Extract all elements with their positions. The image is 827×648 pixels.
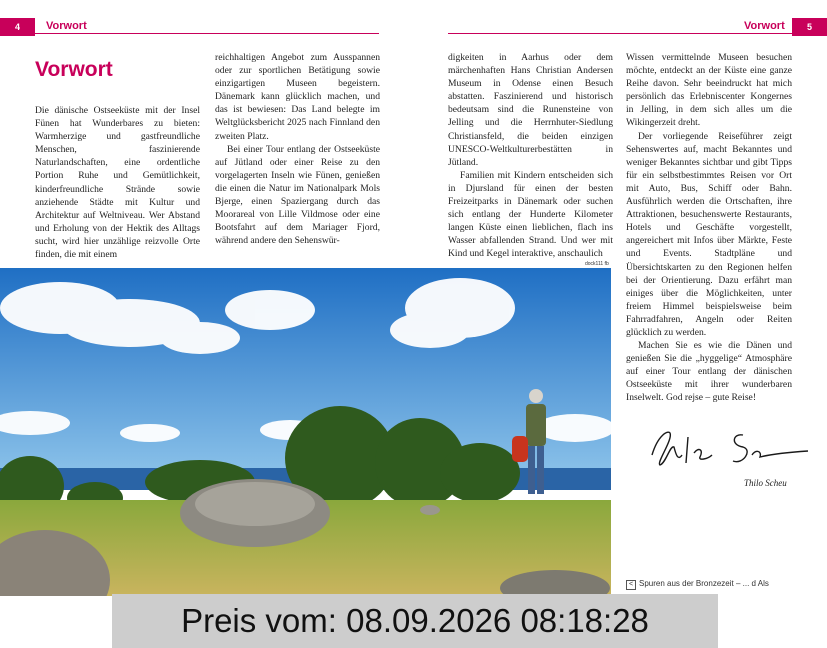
- paragraph: Der vorliegende Reiseführer zeigt Sehenswertes auf, macht Bekanntes und weniger Bekanntes sichtbar und gibt Tipps für ein selbstbestimmtes Reisen vor Ort mit Auto, Bus, Schiff oder Bahn. Ausführlich werden die Ortschaften, ihre Attraktionen, besuchenswerte Restaurants, Hotels und Geschäfte vorgestellt, angereichert mit Infos über Märkte, Feste und Events. Stadtpläne und Übersichtskarten zu den Regionen helfen bei der Orientierung. Dazu erfährt man einiges über die Möglichkeiten, unter freiem Himmel beispielsweise beim Fahrradfahren, Angeln oder Reiten glücklich zu werden.: [626, 130, 792, 338]
- paragraph: Familien mit Kindern entscheiden sich in Djursland für einen der besten Freizeitparks in Dänemark oder suchen sich entlang der Hunderte Kilometer langen Küste einen lieblichen, flach ins Wasser abfallenden Strand. Und wer mit Kind und Kegel interaktive, anschaulich: [448, 169, 613, 260]
- right-header-rule: [448, 33, 792, 34]
- paragraph: Bei einer Tour entlang der Ostseeküste auf Jütland oder einer Reise zu den vorgelagerten Inseln wie Fünen, genießen die einen die Natur im Nationalpark Mols Bjerge, einen Spaziergang durch das Moorareal von Lille Vildmose oder eine Bootsfahrt auf dem Mariager Fjord, während andere den Sehenswür-: [215, 143, 380, 247]
- text-column-4: [626, 51, 792, 405]
- text-column-1: [35, 104, 200, 261]
- author-name: Thilo Scheu: [744, 478, 787, 488]
- page-title: Vorwort: [35, 58, 113, 81]
- price-banner: Preis vom: 08.09.2026 08:18:28: [112, 594, 718, 648]
- caption-text: Spuren aus der Bronzezeit – ... d Als: [639, 579, 769, 588]
- author-signature: [648, 425, 818, 475]
- photo-caption: [626, 578, 769, 590]
- paragraph: digkeiten in Aarhus oder dem märchenhaften Hans Christian Andersen Museum in Odense einen Besuch abstatten. Faszinierend und historisch bedeutsam sind die Runensteine von Jelling und die Herrnhuter-Siedlung Christiansfeld, die beiden einzigen UNESCO-Weltkulturerbestätten in Jütland.: [448, 52, 613, 168]
- landscape-illustration: [0, 268, 611, 596]
- arrow-left-icon: <: [626, 580, 636, 590]
- left-header-rule: [35, 33, 379, 34]
- photo-credit: dock111 fb: [585, 261, 609, 267]
- landscape-photo: [0, 268, 611, 596]
- paragraph: Wissen vermittelnde Museen besuchen möchte, entdeckt an der Küste eine ganze Reihe davon. Sehr beeindruckt hat mich persönlich das Erlebniscenter Kongernes in Jelling, in dem sich alles um die Wikingerzeit dreht.: [626, 52, 792, 129]
- paragraph: Die dänische Ostseeküste mit der Insel Fünen hat Wunderbares zu bieten: Warmherzige und gastfreundliche Menschen, faszinierende Naturlandschaften, eine ordentliche Portion Ruhe und Gemütlichkeit, kinderfreundliche Strände sowie anziehende Städte mit Kultur und Architektur auf Weltniveau. Wer Abstand und Erholung von der Hektik des Alltags sucht, wird hier unzählige reizvolle Orte finden, die mit einem: [35, 105, 200, 261]
- paragraph: reichhaltigen Angebot zum Ausspannen oder zur sportlichen Betätigung sowie einzigartigen Museen begeistern. Dänemark kann glücklich machen, und das ist bewiesen: Das Land belegte im Weltglücksbericht 2025 nach Finnland den zweiten Platz.: [215, 52, 380, 142]
- text-column-2: [215, 51, 380, 247]
- left-page-number: 4: [0, 18, 35, 36]
- paragraph: Machen Sie es wie die Dänen und genießen Sie die „hyggelige“ Atmosphäre auf einer Tour entlang der dänischen Ostseeküste mit ihrer wunderbaren Inselwelt. God rejse – gute Reise!: [626, 340, 792, 404]
- right-running-title: Vorwort: [744, 20, 785, 32]
- left-running-title: Vorwort: [46, 20, 87, 32]
- text-column-3: [448, 51, 613, 261]
- right-page-number: 5: [792, 18, 827, 36]
